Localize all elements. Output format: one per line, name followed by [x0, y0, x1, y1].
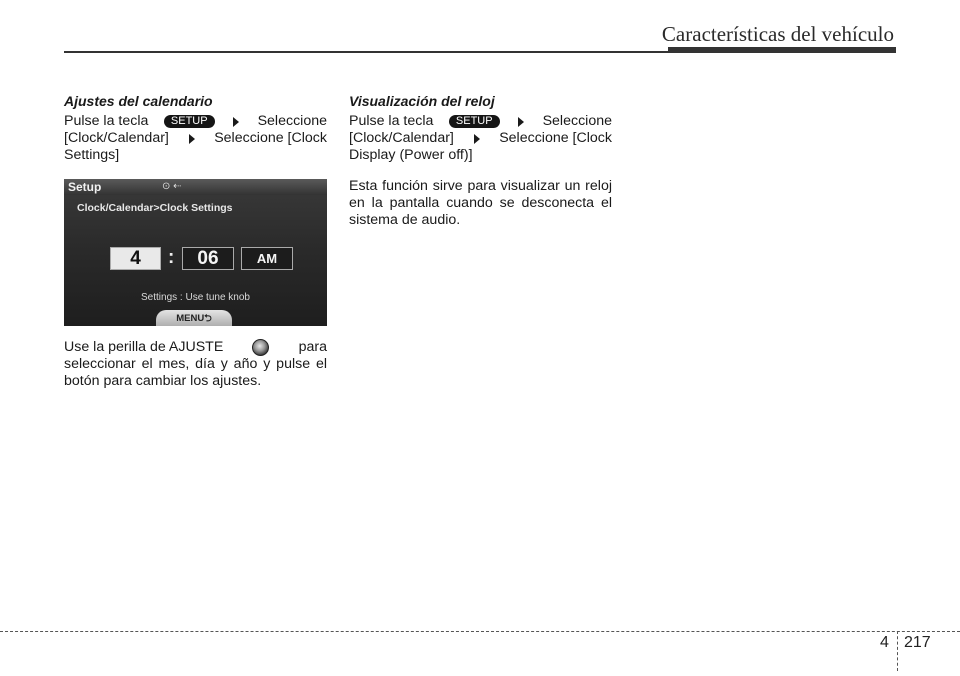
- calendar-instructions: [64, 113, 327, 164]
- instruction-text: Use la perilla de AJUSTE: [64, 339, 224, 355]
- calendar-settings-heading: Ajustes del calendario: [64, 93, 213, 109]
- instruction-text: Display (Power off)]: [349, 147, 473, 163]
- section-title: Características del vehículo: [661, 22, 894, 46]
- screen-title: Setup: [68, 180, 102, 194]
- screen-breadcrumb: Clock/Calendar>Clock Settings: [77, 202, 233, 214]
- instruction-text: Seleccione [Clock: [214, 130, 327, 146]
- instruction-text: para: [298, 339, 327, 355]
- right-column: [349, 93, 612, 229]
- instruction-text: Seleccione: [257, 113, 327, 129]
- arrow-right-icon: [233, 117, 239, 127]
- screen-title-bar: [64, 179, 327, 195]
- menu-button[interactable]: MENU⮌: [156, 310, 232, 326]
- instruction-line: [64, 339, 327, 356]
- instruction-text: seleccionar el mes, día y año y pulse el botón para cambiar los ajustes.: [64, 356, 327, 389]
- instruction-text: Seleccione: [542, 113, 612, 129]
- instruction-line: [64, 113, 327, 130]
- setup-key-badge: SETUP: [164, 115, 215, 128]
- arrow-right-icon: [518, 117, 524, 127]
- clock-display-heading: Visualización del reloj: [349, 93, 495, 109]
- hour-field[interactable]: 4: [110, 247, 161, 270]
- arrow-right-icon: [189, 134, 195, 144]
- page-number: 217: [904, 634, 931, 651]
- screen-hint: Settings : Use tune knob: [141, 292, 250, 303]
- setup-key-badge: SETUP: [449, 115, 500, 128]
- header-rule-thick: [668, 47, 896, 53]
- left-column: [64, 93, 327, 390]
- clock-display-description: Esta función sirve para visualizar un reloj en la pantalla cuando se desconecta el sistema de audio.: [349, 178, 612, 228]
- instruction-line: [349, 130, 612, 147]
- ampm-field[interactable]: AM: [241, 247, 293, 270]
- header-rule: [64, 51, 668, 53]
- arrow-right-icon: [474, 134, 480, 144]
- instruction-text: Pulse la tecla: [64, 113, 149, 129]
- instruction-line: [349, 113, 612, 130]
- instruction-text: Settings]: [64, 147, 120, 163]
- tune-knob-icon: [252, 339, 269, 356]
- instruction-text: [Clock/Calendar]: [64, 130, 169, 146]
- footer-rule: [0, 631, 960, 632]
- clock-settings-screen: [64, 179, 327, 326]
- clock-display-instructions: [349, 113, 612, 164]
- instruction-text: Seleccione [Clock: [499, 130, 612, 146]
- chapter-number: 4: [880, 634, 889, 651]
- knob-instructions: [64, 339, 327, 390]
- instruction-text: [Clock/Calendar]: [349, 130, 454, 146]
- minute-field[interactable]: 06: [182, 247, 234, 270]
- instruction-line: [64, 130, 327, 147]
- footer-separator: [897, 631, 898, 671]
- status-icons: ⊙ ⇠: [162, 181, 182, 192]
- instruction-text: Pulse la tecla: [349, 113, 434, 129]
- time-separator: :: [168, 247, 175, 268]
